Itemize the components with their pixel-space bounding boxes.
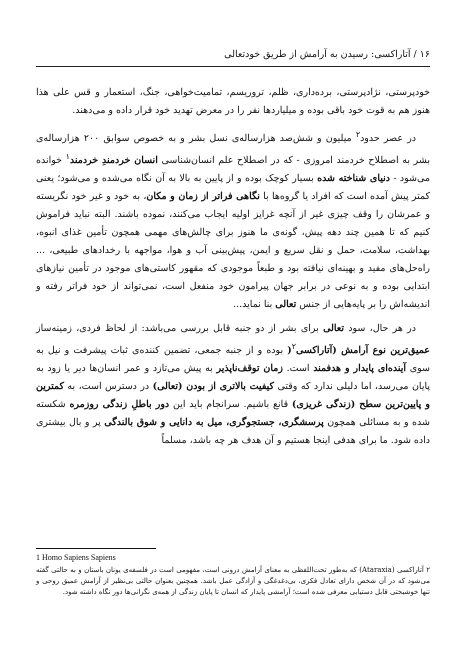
emphasis-text: انسان خردمندِ خردمند bbox=[69, 155, 158, 167]
text-run: بوده و از جنبه جمعی، تضمین کننده‌ی ثبات پیشرفت و نیل به سوی bbox=[36, 345, 430, 375]
paragraph-1 bbox=[36, 84, 430, 120]
footnote-2: ۲ آتاراکسی (Ataraxia) که به‌طور تحت‌اللفظی به معنای آرامش درونی است، مفهومی است در فلسفه‌ی یونان باستان و به حالتی گفته می‌شود که در آن شخص دارای تعادل فکری، بی‌دغدغگی و آزادگی عمل باشد. همچنین بعنوان حالتی بی‌نظیر از آرامش عمیق روحی و تنها خوشبختی قابل دستیابی معرفی شده است؛ آرامشی پایدار که انسان تا پایان زندگی از همه‌ی نگرانی‌ها دور نگاه داشته شود. bbox=[36, 566, 430, 596]
text-run: برای بشر از دو جنبه قابل بررسی می‌باشد: از لحاظ فردی، زمینه‌ساز bbox=[36, 323, 324, 335]
text-run: در هر حال، سود bbox=[344, 323, 416, 335]
emphasis-text: آینده‌ای پایدار و هدفمند bbox=[313, 363, 407, 375]
text-run: خوانده می‌شود - bbox=[36, 155, 431, 185]
footnote-1: 1 Homo Sapiens Sapiens bbox=[36, 553, 116, 562]
emphasis-text: زمان توقف‌ناپذیر bbox=[216, 363, 283, 375]
emphasis-text: تعالی bbox=[323, 323, 344, 335]
emphasis-text: تعالی bbox=[275, 299, 297, 311]
emphasis-text: ( bbox=[287, 345, 292, 357]
footnote-ref: ۱ bbox=[65, 152, 70, 162]
text-run: پر و بال بیشتری داده شود. ما برای هدفی اینجا هستیم و آن هدف هر چه باشد، مسلماً bbox=[36, 417, 430, 447]
text-run: بسیار کوچک بوده و از پایین به بالا به آن نگاه می‌شده و می‌شود؛ یعنی کمتر پیش آمده است که افراد یا گروه‌ها با bbox=[36, 173, 430, 203]
emphasis-text: کیفیت بالاتری از بودن (تعالی) bbox=[152, 381, 275, 393]
running-header: ۱۶ / آتاراکسی: رسیدن به آرامش از طریق خودتعالی bbox=[36, 48, 430, 67]
text-run: بنا نماید... bbox=[233, 299, 276, 311]
text-run: شکسته شده و به مسائلی همچون bbox=[36, 399, 430, 429]
emphasis-text: عمیق‌ترین نوع آرامش (آتاراکسی bbox=[295, 345, 430, 357]
emphasis-text: نگاهی فراتر از زمان و مکان bbox=[146, 191, 260, 203]
emphasis-text: پرسشگری، جستجوگری، میل به دانایی و شوق بالندگی bbox=[104, 417, 324, 429]
paragraph-2 bbox=[36, 126, 430, 314]
text-run: در عصر حدود bbox=[360, 133, 417, 145]
emphasis-text: کمترین و پایین‌ترین سطح (زندگی غریزی) bbox=[36, 381, 430, 411]
body-text bbox=[36, 84, 430, 456]
emphasis-text: دور باطلِ زندگی روزمره bbox=[69, 399, 170, 411]
emphasis-text: دنیای شناخته شده bbox=[317, 173, 390, 185]
footnote-ref: ۲ bbox=[291, 342, 296, 352]
text-run: میلیون و شش‌صد هزارساله‌ی نسل بشر و به خصوص سوابق ۲۰۰ هزارساله‌ی بشر به اصطلاح خردمند امروزی - که در اصطلاح علم انسان‌شناسی bbox=[36, 133, 430, 167]
text-run: قانع باشیم. سرانجام باید این bbox=[169, 399, 292, 411]
footnote-divider bbox=[36, 548, 156, 549]
footnote-ref: ۲ bbox=[355, 130, 361, 139]
text-run: به پیش می‌تازد و عمر انسان‌ها دیر یا زود به پایان می‌رسد، اما دلیلی ندارد که وقتی bbox=[36, 363, 430, 393]
paragraph-3 bbox=[36, 320, 430, 450]
text-run: است. bbox=[282, 363, 314, 375]
text-run: در دسترس است، به bbox=[64, 381, 153, 393]
text-run: ، به خود و غیر خود نگریسته و عمرشان را وقف چیزی غیر از آنچه غرایز اولیه ایجاب می‌کنند، نموده باشند. البته نباید فراموش کنیم که تا همین چند دهه پیش، گونه‌ی ما هنوز برای چالش‌های مهمی همچون تأمین غذای انبوه، بهداشت، سلامت، حمل و نقل سریع و ایمن، پیش‌بینی آب و هوا، مواجهه با رخدادهای طبیعی، ... راه‌حل‌های مفید و بهینه‌ای نیافته بود و طبعاً موجودی که مقهور کاستی‌های موجود در تأمین نیازهای ابتدایی بوده و به نوعی در برابر جهان پیرامون خود منفعل است، نمی‌تواند از خود فراتر رفته و اندیشه‌اش را بر پایه‌هایی از جنس bbox=[36, 191, 430, 311]
text-run: خودپرستی، نژادپرستی، برده‌داری، ظلم، تروریسم، تمامیت‌خواهی، جنگ، استعمار و قس علی هذا هنوز هم به قوت خود باقی بوده و میلیاردها نفر را در معرض تهدید خود قرار داده و می‌دهند. bbox=[36, 87, 430, 116]
